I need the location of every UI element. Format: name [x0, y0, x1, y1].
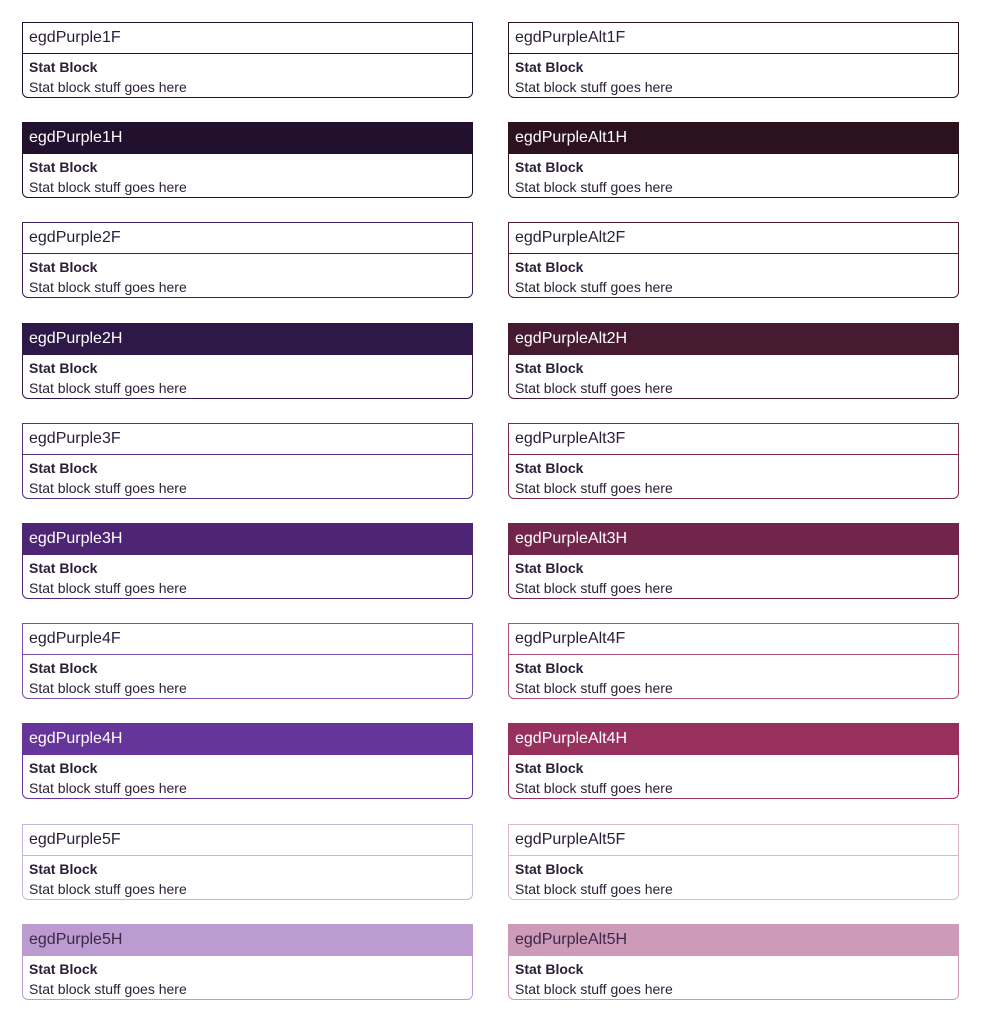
- stat-block-card: [508, 222, 959, 298]
- stat-block-card: [22, 22, 473, 98]
- stat-block-text: Stat block stuff goes here: [29, 780, 187, 796]
- stat-block-text: Stat block stuff goes here: [515, 780, 673, 796]
- stat-block-body: [509, 856, 958, 899]
- stat-block-header: egdPurpleAlt3H: [509, 524, 958, 555]
- stat-block-title: Stat Block: [29, 861, 98, 877]
- stat-block-text: Stat block stuff goes here: [29, 580, 187, 596]
- stat-block-header: egdPurpleAlt5H: [509, 925, 958, 956]
- stat-block-header: egdPurple2H: [23, 324, 472, 355]
- stat-block-title: Stat Block: [29, 159, 98, 175]
- stat-block-header: egdPurple1H: [23, 123, 472, 154]
- stat-block-text: Stat block stuff goes here: [515, 680, 673, 696]
- stat-block-text: Stat block stuff goes here: [29, 179, 187, 195]
- stat-block-card: [22, 723, 473, 799]
- stat-block-header: egdPurpleAlt1F: [509, 23, 958, 54]
- stat-block-text: Stat block stuff goes here: [515, 981, 673, 997]
- stat-block-body: [23, 856, 472, 899]
- stat-block-body: [23, 755, 472, 798]
- stat-block-title: Stat Block: [29, 961, 98, 977]
- stat-block-card: [22, 423, 473, 499]
- stat-block-body: [23, 956, 472, 999]
- stat-block-text: Stat block stuff goes here: [515, 179, 673, 195]
- stat-block-body: [509, 54, 958, 97]
- stat-block-text: Stat block stuff goes here: [29, 279, 187, 295]
- stat-block-text: Stat block stuff goes here: [515, 380, 673, 396]
- stat-block-body: [509, 154, 958, 197]
- stat-block-body: [23, 154, 472, 197]
- stat-block-title: Stat Block: [29, 59, 98, 75]
- stat-block-title: Stat Block: [515, 660, 584, 676]
- stat-block-title: Stat Block: [29, 660, 98, 676]
- stat-block-header: egdPurple3H: [23, 524, 472, 555]
- stat-block-title: Stat Block: [29, 259, 98, 275]
- stat-block-title: Stat Block: [29, 560, 98, 576]
- stat-block-text: Stat block stuff goes here: [29, 680, 187, 696]
- stat-block-header: egdPurpleAlt4H: [509, 724, 958, 755]
- stat-block-title: Stat Block: [29, 460, 98, 476]
- stat-block-header: egdPurple4F: [23, 624, 472, 655]
- stat-block-header: egdPurpleAlt2H: [509, 324, 958, 355]
- stat-block-header: egdPurpleAlt1H: [509, 123, 958, 154]
- stat-block-text: Stat block stuff goes here: [515, 79, 673, 95]
- stat-block-card: [22, 824, 473, 900]
- stat-block-header: egdPurpleAlt3F: [509, 424, 958, 455]
- stat-block-header: egdPurple2F: [23, 223, 472, 254]
- stat-block-body: [23, 655, 472, 698]
- stat-block-title: Stat Block: [515, 460, 584, 476]
- stat-block-body: [509, 355, 958, 398]
- stat-block-text: Stat block stuff goes here: [29, 881, 187, 897]
- stat-block-body: [509, 956, 958, 999]
- stat-block-body: [23, 54, 472, 97]
- stat-block-header: egdPurpleAlt4F: [509, 624, 958, 655]
- stat-block-text: Stat block stuff goes here: [515, 580, 673, 596]
- stat-block-body: [23, 254, 472, 297]
- stat-block-text: Stat block stuff goes here: [29, 380, 187, 396]
- stat-block-body: [23, 355, 472, 398]
- stat-block-body: [23, 555, 472, 598]
- stat-block-text: Stat block stuff goes here: [29, 981, 187, 997]
- stat-block-title: Stat Block: [515, 360, 584, 376]
- stat-block-header: egdPurple4H: [23, 724, 472, 755]
- stat-block-header: egdPurpleAlt2F: [509, 223, 958, 254]
- stat-block-card: [508, 323, 959, 399]
- stat-block-body: [509, 755, 958, 798]
- stat-block-title: Stat Block: [29, 360, 98, 376]
- stat-block-title: Stat Block: [515, 259, 584, 275]
- stat-block-header: egdPurple5F: [23, 825, 472, 856]
- stat-block-title: Stat Block: [515, 59, 584, 75]
- stat-block-header: egdPurple1F: [23, 23, 472, 54]
- stat-block-card: [22, 623, 473, 699]
- stat-block-text: Stat block stuff goes here: [515, 279, 673, 295]
- stat-block-text: Stat block stuff goes here: [29, 79, 187, 95]
- stat-block-card: [508, 22, 959, 98]
- stat-block-card: [508, 423, 959, 499]
- stat-block-card: [22, 122, 473, 198]
- stat-block-title: Stat Block: [515, 861, 584, 877]
- stat-block-card: [22, 323, 473, 399]
- stat-block-title: Stat Block: [29, 760, 98, 776]
- stat-block-title: Stat Block: [515, 560, 584, 576]
- stat-block-text: Stat block stuff goes here: [515, 480, 673, 496]
- stat-block-body: [509, 254, 958, 297]
- stat-block-card: [508, 122, 959, 198]
- stat-block-card: [508, 723, 959, 799]
- stat-block-body: [23, 455, 472, 498]
- stat-block-title: Stat Block: [515, 961, 584, 977]
- stat-block-card: [22, 222, 473, 298]
- stat-block-card: [22, 523, 473, 599]
- stat-block-body: [509, 655, 958, 698]
- stat-block-text: Stat block stuff goes here: [515, 881, 673, 897]
- stat-block-card: [508, 824, 959, 900]
- stat-block-title: Stat Block: [515, 760, 584, 776]
- stat-block-card: [508, 924, 959, 1000]
- stat-block-header: egdPurple5H: [23, 925, 472, 956]
- stat-block-body: [509, 455, 958, 498]
- stat-block-card: [22, 924, 473, 1000]
- stat-block-header: egdPurple3F: [23, 424, 472, 455]
- stat-block-card: [508, 623, 959, 699]
- stat-block-header: egdPurpleAlt5F: [509, 825, 958, 856]
- stat-block-card: [508, 523, 959, 599]
- stat-block-body: [509, 555, 958, 598]
- stat-block-text: Stat block stuff goes here: [29, 480, 187, 496]
- stat-block-title: Stat Block: [515, 159, 584, 175]
